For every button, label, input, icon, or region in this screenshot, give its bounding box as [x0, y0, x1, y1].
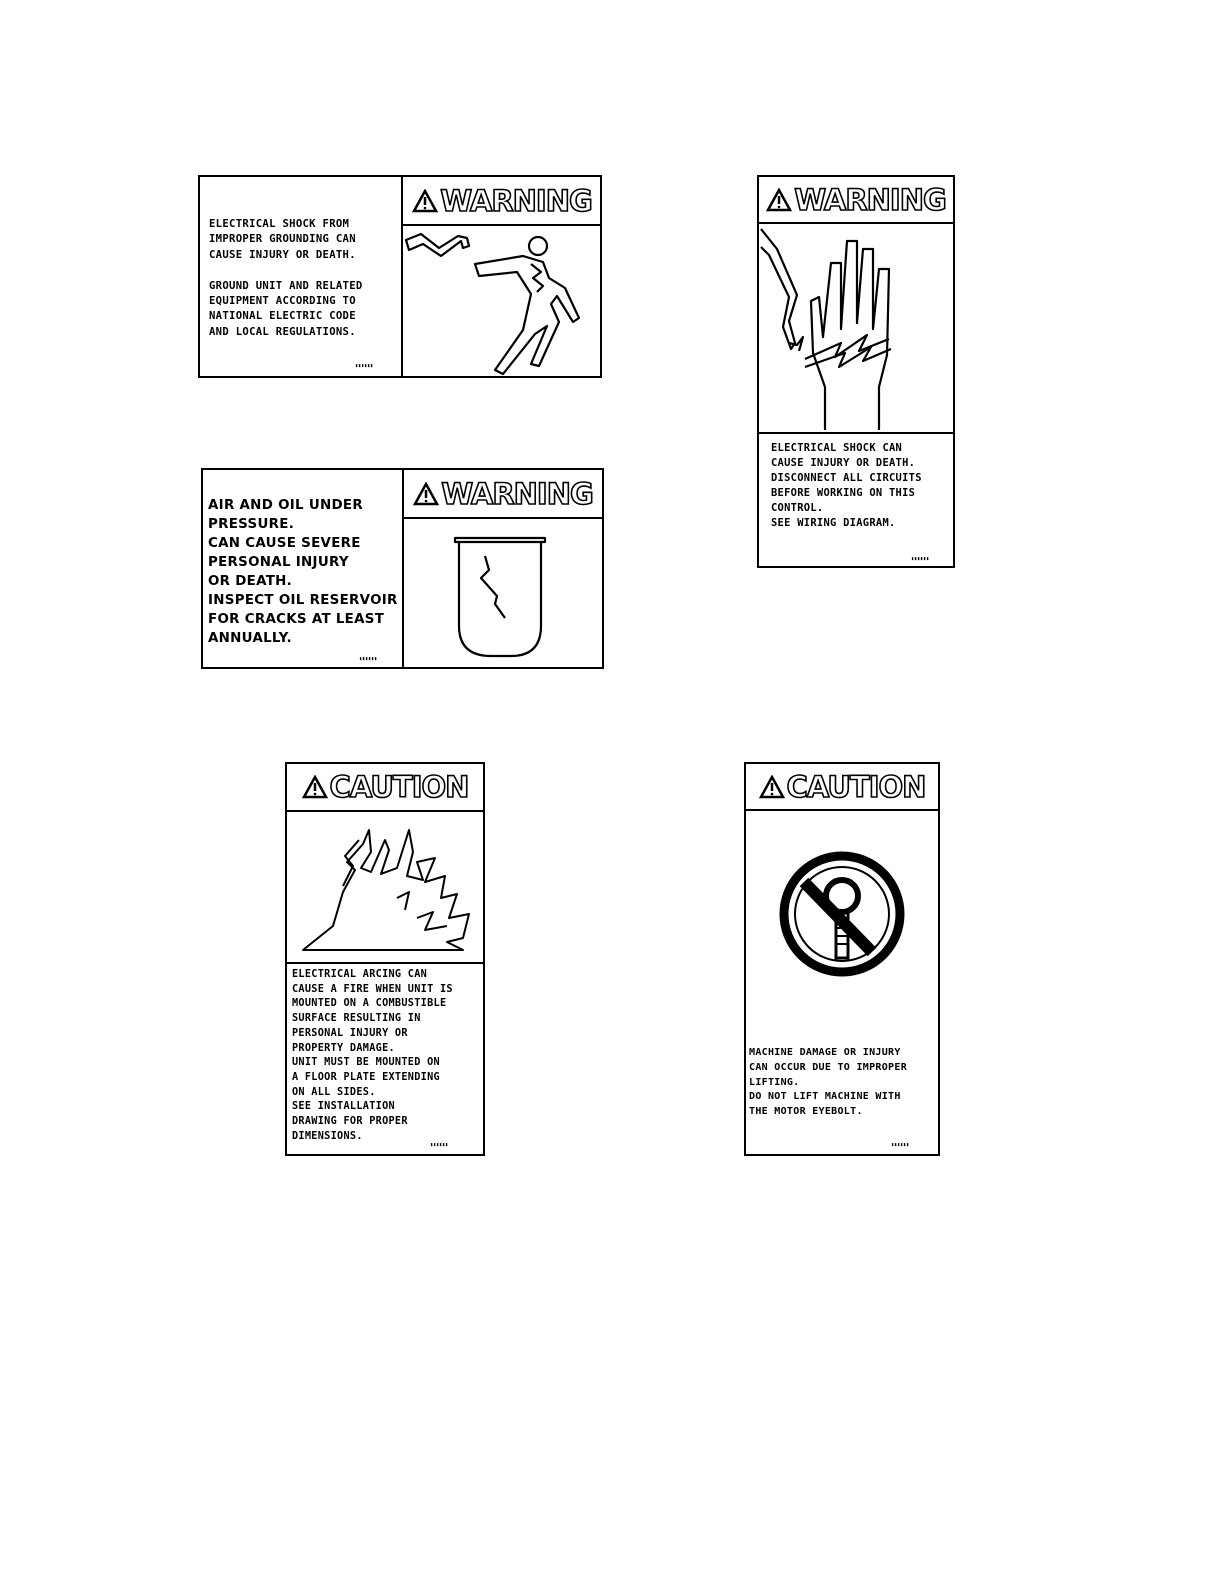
eyebolt-caution-decal: [744, 762, 940, 1156]
part-number: ▮▮▮▮▮▮: [359, 656, 378, 662]
flame-icon: [297, 822, 477, 956]
signal-word: WARNING: [794, 182, 946, 217]
alert-triangle-icon: [413, 482, 439, 506]
shock-hand-warning-decal: [757, 175, 955, 568]
caution-message: ELECTRICAL ARCING CAN CAUSE A FIRE WHEN UNIT IS MOUNTED ON A COMBUSTIBLE SURFACE RESULTING IN PERSONAL INJURY OR PROPERTY DAMAGE. UNIT MUST BE MOUNTED ON A FLOOR PLATE EXTENDING ON ALL SIDES. SEE INSTALLATION DRAWING FOR PROPER DIMENSIONS.: [292, 969, 453, 1142]
part-number: ▮▮▮▮▮▮: [891, 1142, 910, 1148]
part-number: ▮▮▮▮▮▮: [430, 1142, 449, 1148]
signal-word: CAUTION: [329, 770, 469, 804]
warning-message: ELECTRICAL SHOCK CAN CAUSE INJURY OR DEATH. DISCONNECT ALL CIRCUITS BEFORE WORKING ON THIS CONTROL. SEE WIRING DIAGRAM.: [771, 442, 922, 529]
alert-triangle-icon: [759, 775, 785, 799]
part-number: ▮▮▮▮▮▮: [911, 556, 930, 562]
warning-header: [759, 177, 953, 222]
alert-triangle-icon: [412, 189, 438, 213]
warning-header: [402, 177, 602, 224]
warning-message: ELECTRICAL SHOCK FROM IMPROPER GROUNDING CAN CAUSE INJURY OR DEATH. GROUND UNIT AND RELATED EQUIPMENT ACCORDING TO NATIONAL ELECTRIC CODE AND LOCAL REGULATIONS.: [209, 218, 363, 338]
caution-header: [287, 764, 483, 810]
alert-triangle-icon: [302, 775, 328, 799]
electrocuted-person-icon: [403, 226, 601, 376]
signal-word: WARNING: [440, 183, 592, 218]
warning-header: [403, 470, 603, 517]
oil-reservoir-warning-decal: [201, 468, 604, 669]
fire-caution-decal: [285, 762, 485, 1156]
caution-message: MACHINE DAMAGE OR INJURY CAN OCCUR DUE TO IMPROPER LIFTING. DO NOT LIFT MACHINE WITH THE MOTOR EYEBOLT.: [749, 1047, 908, 1118]
shocked-hand-icon: [759, 225, 953, 430]
part-number: ▮▮▮▮▮▮: [355, 363, 374, 369]
alert-triangle-icon: [766, 188, 792, 212]
cracked-reservoir-icon: [451, 534, 551, 662]
warning-message: AIR AND OIL UNDER PRESSURE. CAN CAUSE SEVERE PERSONAL INJURY OR DEATH. INSPECT OIL RESERVOIR FOR CRACKS AT LEAST ANNUALLY.: [208, 498, 398, 646]
caution-header: [746, 764, 938, 809]
signal-word: WARNING: [441, 476, 593, 511]
signal-word: CAUTION: [786, 769, 926, 804]
grounding-warning-decal: [198, 175, 602, 378]
no-eyebolt-lift-icon: [776, 848, 908, 980]
